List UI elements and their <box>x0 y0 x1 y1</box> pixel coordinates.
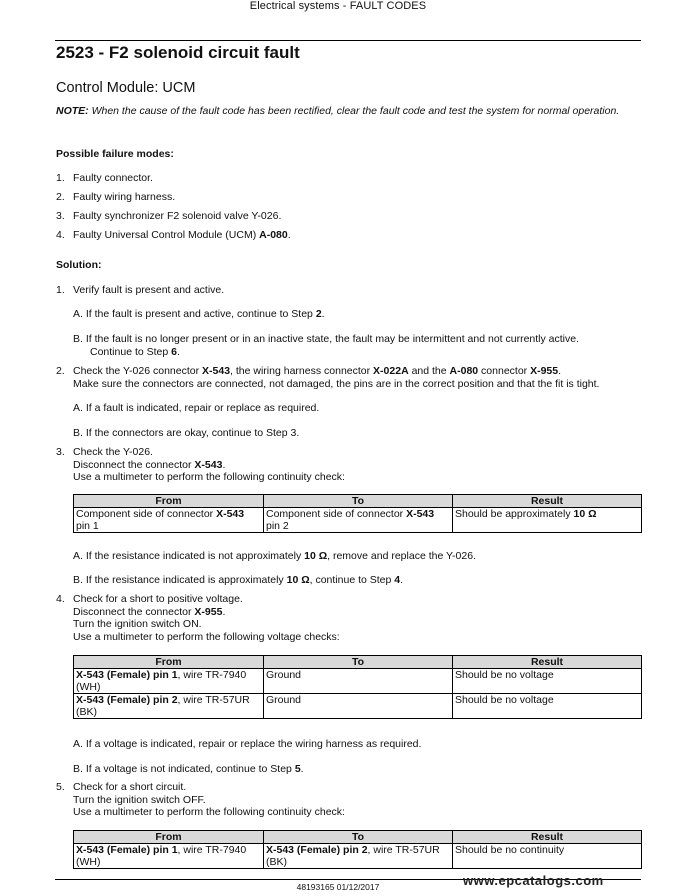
step-4b: B. If a voltage is not indicated, continue to Step 5. <box>73 763 304 775</box>
solution-heading: Solution: <box>56 259 102 271</box>
step-number: 1. <box>56 284 65 296</box>
cell-from: Component side of connector X-543 pin 1 <box>74 508 264 533</box>
step-number: 4. <box>56 593 65 605</box>
step-3: Check the Y-026. Disconnect the connector X-543. Use a multimeter to perform the following continuity check: <box>73 446 345 483</box>
failure-item: Faulty connector. <box>73 172 153 184</box>
header-rule <box>55 40 641 41</box>
step-2a: A. If a fault is indicated, repair or replace as required. <box>73 402 320 414</box>
step-3a: A. If the resistance indicated is not approximately 10 Ω, remove and replace the Y-026. <box>73 550 476 562</box>
col-from: From <box>74 831 264 844</box>
step-4: Check for a short to positive voltage. Disconnect the connector X-955. Turn the ignition switch ON. Use a multimeter to perform the following voltage checks: <box>73 593 340 643</box>
col-to: To <box>264 495 453 508</box>
col-result: Result <box>453 831 642 844</box>
cell-from: X-543 (Female) pin 2, wire TR-57UR (BK) <box>74 694 264 719</box>
cell-from: X-543 (Female) pin 1, wire TR-7940 (WH) <box>74 669 264 694</box>
failure-item: Faulty synchronizer F2 solenoid valve Y-026. <box>73 210 282 222</box>
failure-number: 2. <box>56 191 65 203</box>
footer: 48193165 01/12/2017 <box>296 882 380 892</box>
cell-result: Should be no voltage <box>453 694 642 719</box>
col-to: To <box>264 656 453 669</box>
failure-end: . <box>287 229 291 241</box>
step-number: 5. <box>56 781 65 793</box>
cell-result: Should be approximately 10 Ω <box>453 508 642 533</box>
step-1a: A. If the fault is present and active, continue to Step 2. <box>73 308 325 320</box>
watermark: www.epcatalogs.com <box>463 873 604 888</box>
cell-to: Ground <box>264 694 453 719</box>
running-header: Electrical systems - FAULT CODES <box>249 0 427 12</box>
col-result: Result <box>453 656 642 669</box>
failure-bold: A-080 <box>259 229 288 241</box>
failure-number: 4. <box>56 229 65 241</box>
control-module-heading: Control Module: UCM <box>56 80 196 96</box>
col-from: From <box>74 495 264 508</box>
cell-to: Component side of connector X-543 pin 2 <box>264 508 453 533</box>
col-from: From <box>74 656 264 669</box>
table-row <box>74 694 642 719</box>
page-title: 2523 - F2 solenoid circuit fault <box>56 43 300 62</box>
cell-result: Should be no continuity <box>453 844 642 869</box>
cell-from: X-543 (Female) pin 1, wire TR-7940 (WH) <box>74 844 264 869</box>
step-3b: B. If the resistance indicated is approximately 10 Ω, continue to Step 4. <box>73 574 404 586</box>
table-row <box>74 669 642 694</box>
table-row <box>74 844 642 869</box>
cell-result: Should be no voltage <box>453 669 642 694</box>
note-label: NOTE: <box>56 105 89 117</box>
step-1b: B. If the fault is no longer present or in an inactive state, the fault may be intermittent and not currently active. Continue to Step 6. <box>73 333 580 358</box>
table-row <box>74 508 642 533</box>
failure-number: 1. <box>56 172 65 184</box>
note <box>56 105 642 118</box>
col-to: To <box>264 831 453 844</box>
voltage-table <box>73 655 642 719</box>
step-4a: A. If a voltage is indicated, repair or replace the wiring harness as required. <box>73 738 422 750</box>
step-2b: B. If the connectors are okay, continue to Step 3. <box>73 427 300 439</box>
failure-modes-heading: Possible failure modes: <box>56 148 174 160</box>
step-2: Check the Y-026 connector X-543, the wiring harness connector X-022A and the A-080 connector X-955. Make sure the connectors are connected, not damaged, the pins are in the correct position and that the fit is tight. <box>73 365 600 390</box>
failure-number: 3. <box>56 210 65 222</box>
note-text: When the cause of the fault code has been rectified, clear the fault code and test the system for normal operation. <box>88 105 620 117</box>
cell-to: Ground <box>264 669 453 694</box>
cell-to: X-543 (Female) pin 2, wire TR-57UR (BK) <box>264 844 453 869</box>
col-result: Result <box>453 495 642 508</box>
failure-item: Faulty wiring harness. <box>73 191 176 203</box>
failure-text: Faulty Universal Control Module (UCM) <box>73 229 260 241</box>
step-1: Verify fault is present and active. <box>73 284 225 296</box>
continuity-table-1 <box>73 494 642 533</box>
step-number: 2. <box>56 365 65 377</box>
step-number: 3. <box>56 446 65 458</box>
continuity-table-2 <box>73 830 642 869</box>
step-5: Check for a short circuit. Turn the ignition switch OFF. Use a multimeter to perform the following continuity check: <box>73 781 345 818</box>
failure-item <box>73 229 641 242</box>
